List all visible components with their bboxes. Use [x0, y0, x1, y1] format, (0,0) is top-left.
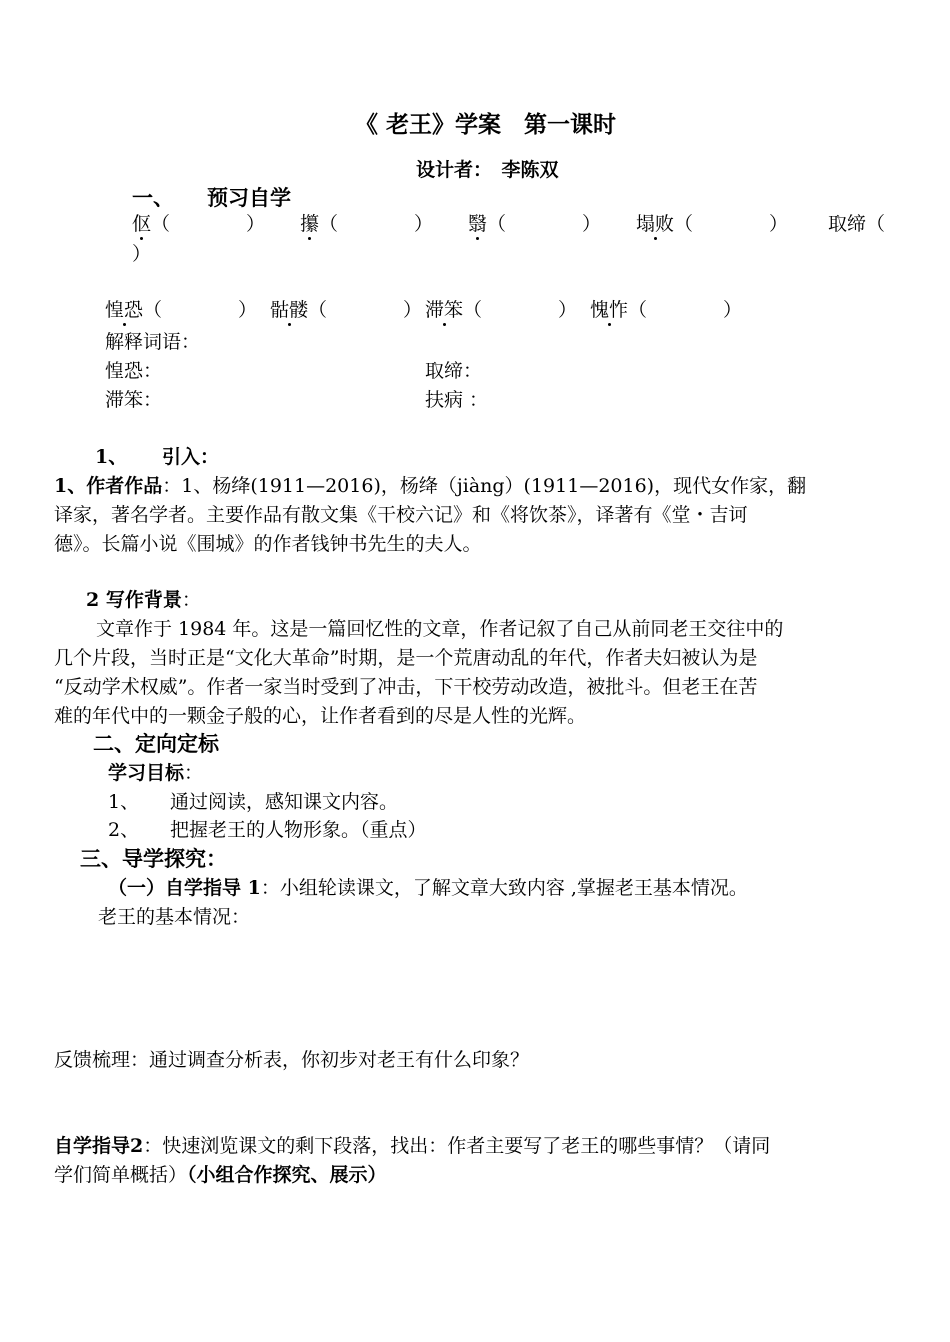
goal-number: 1、 — [108, 791, 140, 813]
guide2-label: 自学指导2 — [54, 1135, 144, 1157]
explain-label: 解释词语： — [105, 331, 201, 353]
page-title: 《 老王》学案 第一课时 — [355, 111, 617, 138]
goals-label: 学习目标 — [108, 762, 185, 784]
vocab-word: 取缔 — [828, 213, 867, 235]
vocab-item — [270, 298, 422, 322]
section3-heading: 三、导学探究： — [80, 846, 227, 871]
basic-info-label: 老王的基本情况： — [98, 906, 251, 928]
feedback-line: 反馈梳理：通过调查分析表，你初步对老王有什么印象？ — [54, 1049, 530, 1071]
explain-item: 取缔： — [425, 360, 483, 382]
vocab-blank: （ ） — [308, 299, 423, 321]
vocab-blank: （ ） — [143, 299, 258, 321]
background-colon: ： — [181, 589, 201, 611]
vocab-word: 翳 — [468, 213, 488, 235]
vocab-item — [590, 298, 742, 322]
vocab-blank: （ — [866, 213, 886, 235]
background-line: 几个片段，当时正是“文化大革命”时期，是一个荒唐动乱的年代，作者夫妇被认为是 — [54, 647, 758, 669]
background-line: “反动学术权威”。作者一家当时受到了冲击，下干校劳动改造，被批斗。但老王在苦 — [54, 676, 758, 698]
goals-colon: ： — [184, 762, 204, 784]
goals-heading — [108, 761, 203, 785]
vocab-item — [636, 212, 788, 236]
guide2-emphasis: （小组合作探究、展示） — [187, 1164, 387, 1186]
background-heading — [86, 588, 201, 612]
author-label: 1、作者作品 — [54, 475, 163, 497]
vocab-item — [425, 298, 577, 322]
vocab-word: 攥 — [300, 213, 320, 235]
vocab-item — [300, 212, 433, 236]
author-line: 译家，著名学者。主要作品有散文集《干校六记》和《将饮茶》，译著有《堂・吉诃 — [54, 504, 748, 526]
vocab-item — [828, 212, 885, 236]
explain-item: 惶恐： — [105, 360, 163, 382]
guide1-text: ：小组轮读课文，了解文章大致内容 ,掌握老王基本情况。 — [260, 877, 748, 899]
section1-number: 一、 — [132, 185, 174, 210]
explain-item: 扶病 ： — [425, 389, 489, 411]
vocab-blank: （ ） — [151, 213, 266, 235]
goal-text: 把握老王的人物形象。（重点） — [170, 819, 427, 841]
vocab-word: 伛 — [132, 213, 152, 235]
guide1-line — [108, 876, 748, 900]
vocab-blank: （ ） — [463, 299, 578, 321]
author-line: 德》。长篇小说《围城》的作者钱钟书先生的夫人。 — [54, 533, 482, 555]
author-line — [54, 474, 806, 498]
vocab-blank: （ ） — [487, 213, 602, 235]
vocab-wrap: ） — [132, 243, 152, 265]
vocab-word: 愧怍 — [590, 299, 629, 321]
vocab-word: 塌败 — [636, 213, 675, 235]
intro-heading: 引入： — [162, 446, 220, 468]
vocab-item — [468, 212, 601, 236]
goal-number: 2、 — [108, 819, 140, 841]
vocab-item — [105, 298, 257, 322]
background-line: 文章作于 1984 年。这是一篇回忆性的文章，作者记叙了自己从前同老王交往中的 — [96, 618, 784, 640]
vocab-word: 滞笨 — [425, 299, 464, 321]
designer-line: 设计者： 李陈双 — [416, 159, 559, 181]
vocab-blank: （ ） — [628, 299, 743, 321]
background-line: 难的年代中的一颗金子般的心，让作者看到的尽是人性的光辉。 — [54, 705, 587, 727]
guide2-text: 学们简单概括） — [54, 1164, 188, 1186]
guide1-label: （一）自学指导 1 — [108, 877, 261, 899]
guide2-line — [54, 1134, 770, 1158]
goal-text: 通过阅读，感知课文内容。 — [170, 791, 399, 813]
explain-item: 滞笨： — [105, 389, 163, 411]
vocab-item — [132, 212, 265, 236]
guide2-line — [54, 1163, 387, 1187]
vocab-blank: （ ） — [319, 213, 434, 235]
vocab-word: 骷髅 — [270, 299, 309, 321]
intro-number: 1、 — [95, 446, 128, 468]
section1-heading: 预习自学 — [207, 185, 291, 210]
section2-heading: 二、定向定标 — [93, 731, 219, 756]
background-label: 2 写作背景 — [86, 589, 182, 611]
vocab-word: 惶恐 — [105, 299, 144, 321]
author-text: ：1、杨绛(1911—2016)，杨绛（jiàng）(1911—2016)，现代女作家，翻 — [162, 475, 807, 497]
guide2-text: ：快速浏览课文的剩下段落，找出：作者主要写了老王的哪些事情？（请同 — [143, 1135, 771, 1157]
vocab-blank: （ ） — [674, 213, 789, 235]
